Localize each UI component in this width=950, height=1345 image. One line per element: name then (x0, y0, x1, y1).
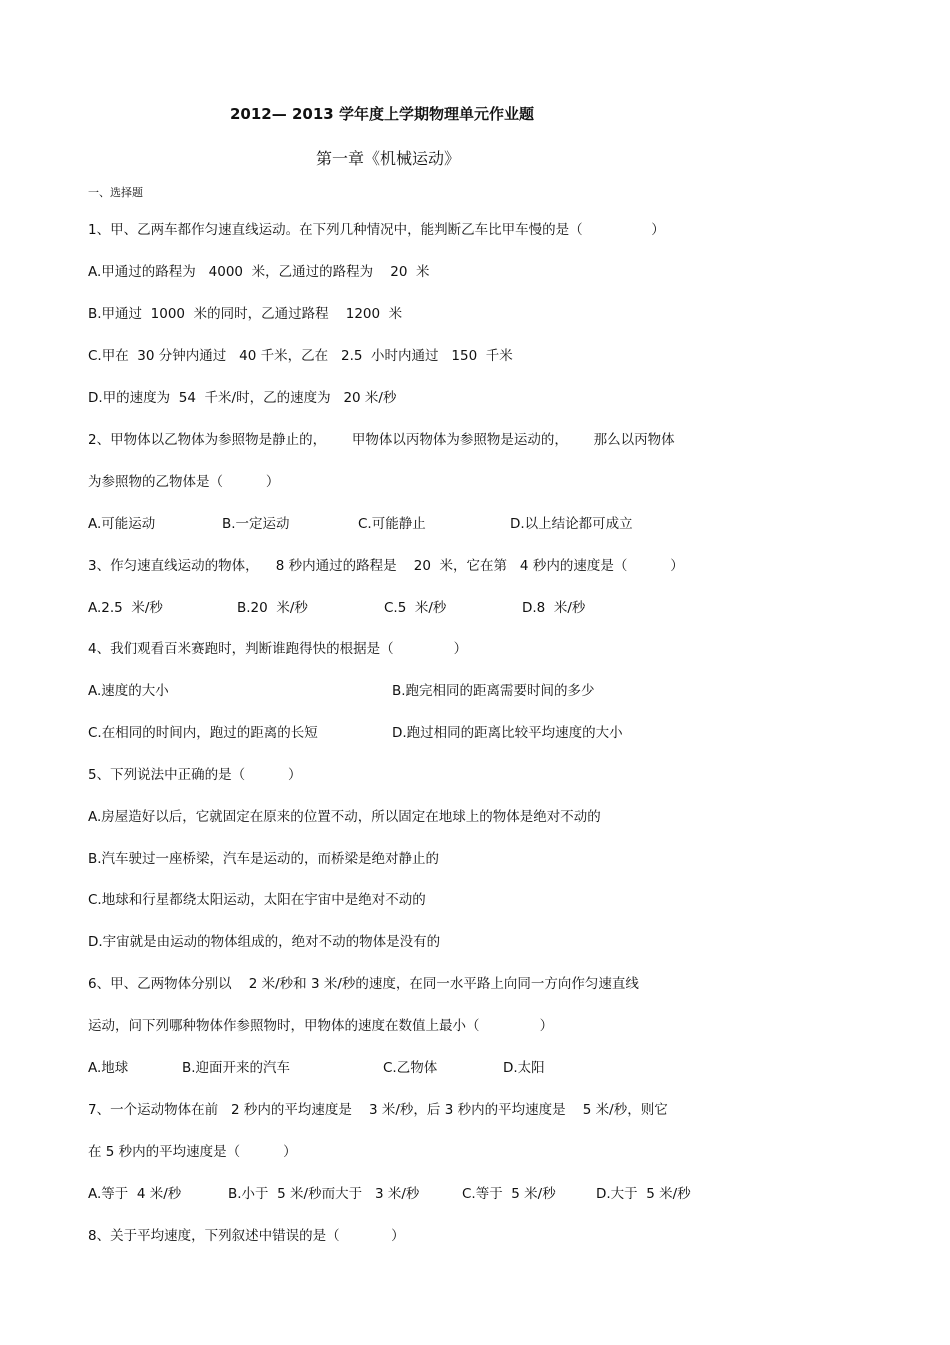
document-title: 2012— 2013 学年度上学期物理单元作业题 (230, 105, 534, 123)
question-7-stem-line-1: 7、一个运动物体在前 2 秒内的平均速度是 3 米/秒，后 3 秒内的平均速度是 5 米/秒，则它 (88, 1102, 668, 1118)
question-3-option-a: A.2.5 米/秒 (88, 600, 163, 616)
question-7-stem-line-2: 在 5 秒内的平均速度是（ ） (88, 1144, 297, 1160)
question-1-stem: 1、甲、乙两车都作匀速直线运动。在下列几种情况中，能判断乙车比甲车慢的是（ ） (88, 222, 665, 238)
question-1-option-b: B.甲通过 1000 米的同时，乙通过路程 1200 米 (88, 306, 403, 322)
question-7-option-a: A.等于 4 米/秒 (88, 1186, 182, 1202)
question-4-option-a: A.速度的大小 (88, 683, 169, 699)
question-2-option-c: C.可能静止 (358, 516, 426, 532)
question-3-stem: 3、作匀速直线运动的物体， 8 秒内通过的路程是 20 米，它在第 4 秒内的速度是（ ） (88, 558, 684, 574)
question-2-option-a: A.可能运动 (88, 516, 156, 532)
question-6-option-d: D.太阳 (503, 1060, 545, 1076)
question-2-option-b: B.一定运动 (222, 516, 290, 532)
question-6-stem-line-2: 运动，问下列哪种物体作参照物时，甲物体的速度在数值上最小（ ） (88, 1018, 554, 1034)
question-2-option-d: D.以上结论都可成立 (510, 516, 633, 532)
question-5-option-b: B.汽车驶过一座桥梁，汽车是运动的，而桥梁是绝对静止的 (88, 851, 440, 867)
question-5-option-c: C.地球和行星都绕太阳运动，太阳在宇宙中是绝对不动的 (88, 892, 426, 908)
section-heading: 一、选择题 (88, 186, 143, 199)
question-3-option-c: C.5 米/秒 (384, 600, 447, 616)
question-3-option-d: D.8 米/秒 (522, 600, 586, 616)
question-5-option-d: D.宇宙就是由运动的物体组成的，绝对不动的物体是没有的 (88, 934, 441, 950)
question-4-stem: 4、我们观看百米赛跑时，判断谁跑得快的根据是（ ） (88, 641, 468, 657)
question-7-option-d: D.大于 5 米/秒 (596, 1186, 691, 1202)
question-4-option-d: D.跑过相同的距离比较平均速度的大小 (392, 725, 623, 741)
question-6-stem-line-1: 6、甲、乙两物体分别以 2 米/秒和 3 米/秒的速度，在同一水平路上向同一方向作匀速直线 (88, 976, 639, 992)
question-5-option-a: A.房屋造好以后，它就固定在原来的位置不动，所以固定在地球上的物体是绝对不动的 (88, 809, 601, 825)
question-1-option-c: C.甲在 30 分钟内通过 40 千米，乙在 2.5 小时内通过 150 千米 (88, 348, 513, 364)
question-4-option-c: C.在相同的时间内，跑过的距离的长短 (88, 725, 318, 741)
question-5-stem: 5、下列说法中正确的是（ ） (88, 767, 302, 783)
question-1-option-d: D.甲的速度为 54 千米/时，乙的速度为 20 米/秒 (88, 390, 397, 406)
question-2-stem-line-2: 为参照物的乙物体是（ ） (88, 474, 280, 490)
question-2-stem-line-1: 2、甲物体以乙物体为参照物是静止的， 甲物体以丙物体为参照物是运动的， 那么以丙物体 (88, 432, 675, 448)
question-1-option-a: A.甲通过的路程为 4000 米，乙通过的路程为 20 米 (88, 264, 430, 280)
question-6-option-c: C.乙物体 (383, 1060, 438, 1076)
question-4-option-b: B.跑完相同的距离需要时间的多少 (392, 683, 595, 699)
question-3-option-b: B.20 米/秒 (237, 600, 308, 616)
question-6-option-b: B.迎面开来的汽车 (182, 1060, 291, 1076)
question-7-option-b: B.小于 5 米/秒而大于 3 米/秒 (228, 1186, 420, 1202)
chapter-title: 第一章《机械运动》 (316, 149, 461, 168)
question-8-stem: 8、关于平均速度，下列叙述中错误的是（ ） (88, 1228, 405, 1244)
question-7-option-c: C.等于 5 米/秒 (462, 1186, 556, 1202)
question-6-option-a: A.地球 (88, 1060, 129, 1076)
